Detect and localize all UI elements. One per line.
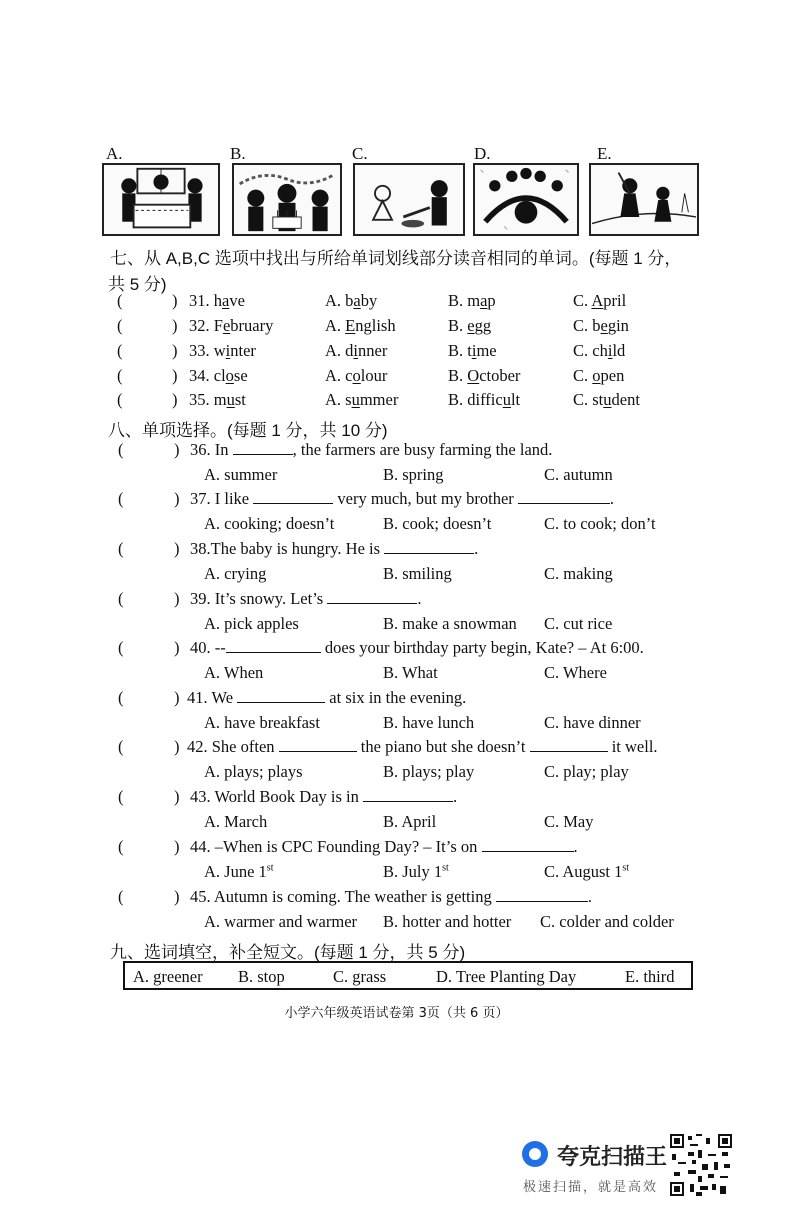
answer-paren-open: ( bbox=[117, 316, 123, 335]
option-b: B. smiling bbox=[383, 564, 452, 583]
section9-title: 九、选词填空，补全短文。(每题 1 分，共 5 分) bbox=[110, 943, 466, 962]
option-c: C. Where bbox=[544, 663, 607, 682]
option-a: A. plays; plays bbox=[204, 762, 303, 781]
option-a: A. English bbox=[325, 316, 396, 335]
answer-paren-close: ) bbox=[172, 341, 178, 360]
option-b: B. have lunch bbox=[383, 713, 475, 732]
answer-blank bbox=[253, 489, 333, 504]
answer-paren-close: ) bbox=[174, 489, 180, 508]
question-word: 31. have bbox=[189, 291, 245, 310]
page-footer: 小学六年级英语试卷第 3页（共 6 页） bbox=[284, 1006, 509, 1021]
option-a: A. pick apples bbox=[204, 614, 299, 633]
option-b: B. spring bbox=[383, 465, 444, 484]
question-stem: 43. World Book Day is in . bbox=[190, 787, 458, 806]
qr-code-icon bbox=[670, 1134, 732, 1196]
tree-planting-icon bbox=[589, 163, 699, 236]
section7-title-cont: 共 5 分) bbox=[108, 275, 167, 294]
option-c: C. August 1st bbox=[544, 862, 630, 881]
question-stem: 37. I like very much, but my brother . bbox=[190, 489, 615, 508]
birthday-party-icon bbox=[232, 163, 342, 236]
picture-label-a: A. bbox=[106, 144, 123, 163]
question-stem: 45. Autumn is coming. The weather is getting . bbox=[190, 887, 592, 906]
option-b: B. April bbox=[383, 812, 437, 831]
cooking-doll-icon bbox=[353, 163, 465, 236]
answer-paren-open: ( bbox=[118, 539, 124, 558]
answer-blank bbox=[279, 737, 357, 752]
option-c: C. autumn bbox=[544, 465, 613, 484]
answer-blank bbox=[482, 837, 574, 852]
option-a: A. cooking; doesn’t bbox=[204, 514, 335, 533]
question-stem: 38.The baby is hungry. He is . bbox=[190, 539, 479, 558]
word-bank-item: D. Tree Planting Day bbox=[436, 967, 577, 986]
picture-label-c: C. bbox=[352, 144, 368, 163]
question-word: 33. winter bbox=[189, 341, 256, 360]
scanner-logo-icon bbox=[522, 1141, 548, 1167]
option-b: B. map bbox=[448, 291, 496, 310]
answer-paren-open: ( bbox=[117, 390, 123, 409]
option-c: C. student bbox=[573, 390, 640, 409]
option-a: A. crying bbox=[204, 564, 267, 583]
option-a: A. summer bbox=[204, 465, 278, 484]
option-a: A. summer bbox=[325, 390, 399, 409]
answer-blank bbox=[496, 887, 588, 902]
answer-paren-close: ) bbox=[174, 688, 180, 707]
option-b: B. plays; play bbox=[383, 762, 475, 781]
answer-paren-open: ( bbox=[118, 589, 124, 608]
answer-blank bbox=[327, 589, 417, 604]
word-bank-item: E. third bbox=[625, 967, 675, 986]
option-b: B. difficult bbox=[448, 390, 521, 409]
option-a: A. warmer and warmer bbox=[204, 912, 358, 931]
question-stem: 42. She often the piano but she doesn’t it well. bbox=[187, 737, 658, 756]
section8-title: 八、单项选择。(每题 1 分，共 10 分) bbox=[108, 421, 388, 440]
option-b: B. make a snowman bbox=[383, 614, 517, 633]
word-bank-item: B. stop bbox=[238, 967, 285, 986]
answer-paren-close: ) bbox=[174, 638, 180, 657]
option-c: C. colder and colder bbox=[540, 912, 674, 931]
answer-paren-open: ( bbox=[117, 341, 123, 360]
answer-blank bbox=[530, 737, 608, 752]
answer-paren-close: ) bbox=[172, 291, 178, 310]
answer-paren-open: ( bbox=[118, 638, 124, 657]
picture-label-b: B. bbox=[230, 144, 246, 163]
picture-label-e: E. bbox=[597, 144, 612, 163]
question-stem: 36. In , the farmers are busy farming the land. bbox=[190, 440, 553, 459]
friends-circle-icon bbox=[473, 163, 579, 236]
answer-paren-open: ( bbox=[118, 688, 124, 707]
answer-paren-close: ) bbox=[174, 787, 180, 806]
answer-paren-close: ) bbox=[172, 390, 178, 409]
answer-paren-close: ) bbox=[172, 366, 178, 385]
option-b: B. What bbox=[383, 663, 438, 682]
option-c: C. begin bbox=[573, 316, 629, 335]
answer-blank bbox=[363, 787, 453, 802]
answer-paren-open: ( bbox=[118, 737, 124, 756]
option-c: C. April bbox=[573, 291, 627, 310]
option-a: A. have breakfast bbox=[204, 713, 320, 732]
option-a: A. colour bbox=[325, 366, 388, 385]
option-b: B. July 1st bbox=[383, 862, 449, 881]
family-dinner-icon bbox=[102, 163, 220, 236]
answer-blank bbox=[518, 489, 610, 504]
word-bank-box bbox=[123, 961, 693, 990]
option-b: B. egg bbox=[448, 316, 492, 335]
question-stem: 39. It’s snowy. Let’s . bbox=[190, 589, 422, 608]
option-b: B. hotter and hotter bbox=[383, 912, 512, 931]
option-a: A. June 1st bbox=[204, 862, 274, 881]
question-word: 34. close bbox=[189, 366, 248, 385]
answer-paren-close: ) bbox=[174, 887, 180, 906]
answer-blank bbox=[226, 638, 321, 653]
scanner-brand: 夸克扫描王 bbox=[557, 1145, 668, 1170]
answer-paren-close: ) bbox=[174, 440, 180, 459]
scanner-slogan: 极速扫描，就是高效 bbox=[523, 1180, 659, 1195]
answer-paren-close: ) bbox=[174, 837, 180, 856]
option-c: C. May bbox=[544, 812, 594, 831]
word-bank-item: C. grass bbox=[333, 967, 387, 986]
answer-paren-open: ( bbox=[118, 787, 124, 806]
question-word: 35. must bbox=[189, 390, 246, 409]
option-b: B. time bbox=[448, 341, 497, 360]
option-c: C. child bbox=[573, 341, 626, 360]
option-a: A. dinner bbox=[325, 341, 388, 360]
question-stem: 40. -- does your birthday party begin, Kate? – At 6:00. bbox=[190, 638, 644, 657]
option-a: A. March bbox=[204, 812, 268, 831]
answer-blank bbox=[384, 539, 474, 554]
picture-label-d: D. bbox=[474, 144, 491, 163]
option-a: A. baby bbox=[325, 291, 378, 310]
answer-blank bbox=[233, 440, 293, 455]
answer-paren-open: ( bbox=[118, 489, 124, 508]
answer-paren-open: ( bbox=[118, 440, 124, 459]
answer-blank bbox=[237, 688, 325, 703]
answer-paren-open: ( bbox=[118, 887, 124, 906]
option-a: A. When bbox=[204, 663, 264, 682]
section7-title: 七、从 A,B,C 选项中找出与所给单词划线部分读音相同的单词。(每题 1 分， bbox=[110, 249, 682, 268]
answer-paren-close: ) bbox=[174, 589, 180, 608]
answer-paren-open: ( bbox=[118, 837, 124, 856]
question-stem: 41. We at six in the evening. bbox=[187, 688, 467, 707]
answer-paren-open: ( bbox=[117, 366, 123, 385]
option-b: B. October bbox=[448, 366, 521, 385]
word-bank-item: A. greener bbox=[133, 967, 203, 986]
option-c: C. making bbox=[544, 564, 613, 583]
answer-paren-close: ) bbox=[174, 539, 180, 558]
answer-paren-close: ) bbox=[174, 737, 180, 756]
option-c: C. have dinner bbox=[544, 713, 641, 732]
option-c: C. open bbox=[573, 366, 625, 385]
option-c: C. play; play bbox=[544, 762, 629, 781]
answer-paren-open: ( bbox=[117, 291, 123, 310]
question-stem: 44. –When is CPC Founding Day? – It’s on . bbox=[190, 837, 578, 856]
question-word: 32. February bbox=[189, 316, 274, 335]
option-b: B. cook; doesn’t bbox=[383, 514, 492, 533]
option-c: C. cut rice bbox=[544, 614, 613, 633]
option-c: C. to cook; don’t bbox=[544, 514, 656, 533]
answer-paren-close: ) bbox=[172, 316, 178, 335]
